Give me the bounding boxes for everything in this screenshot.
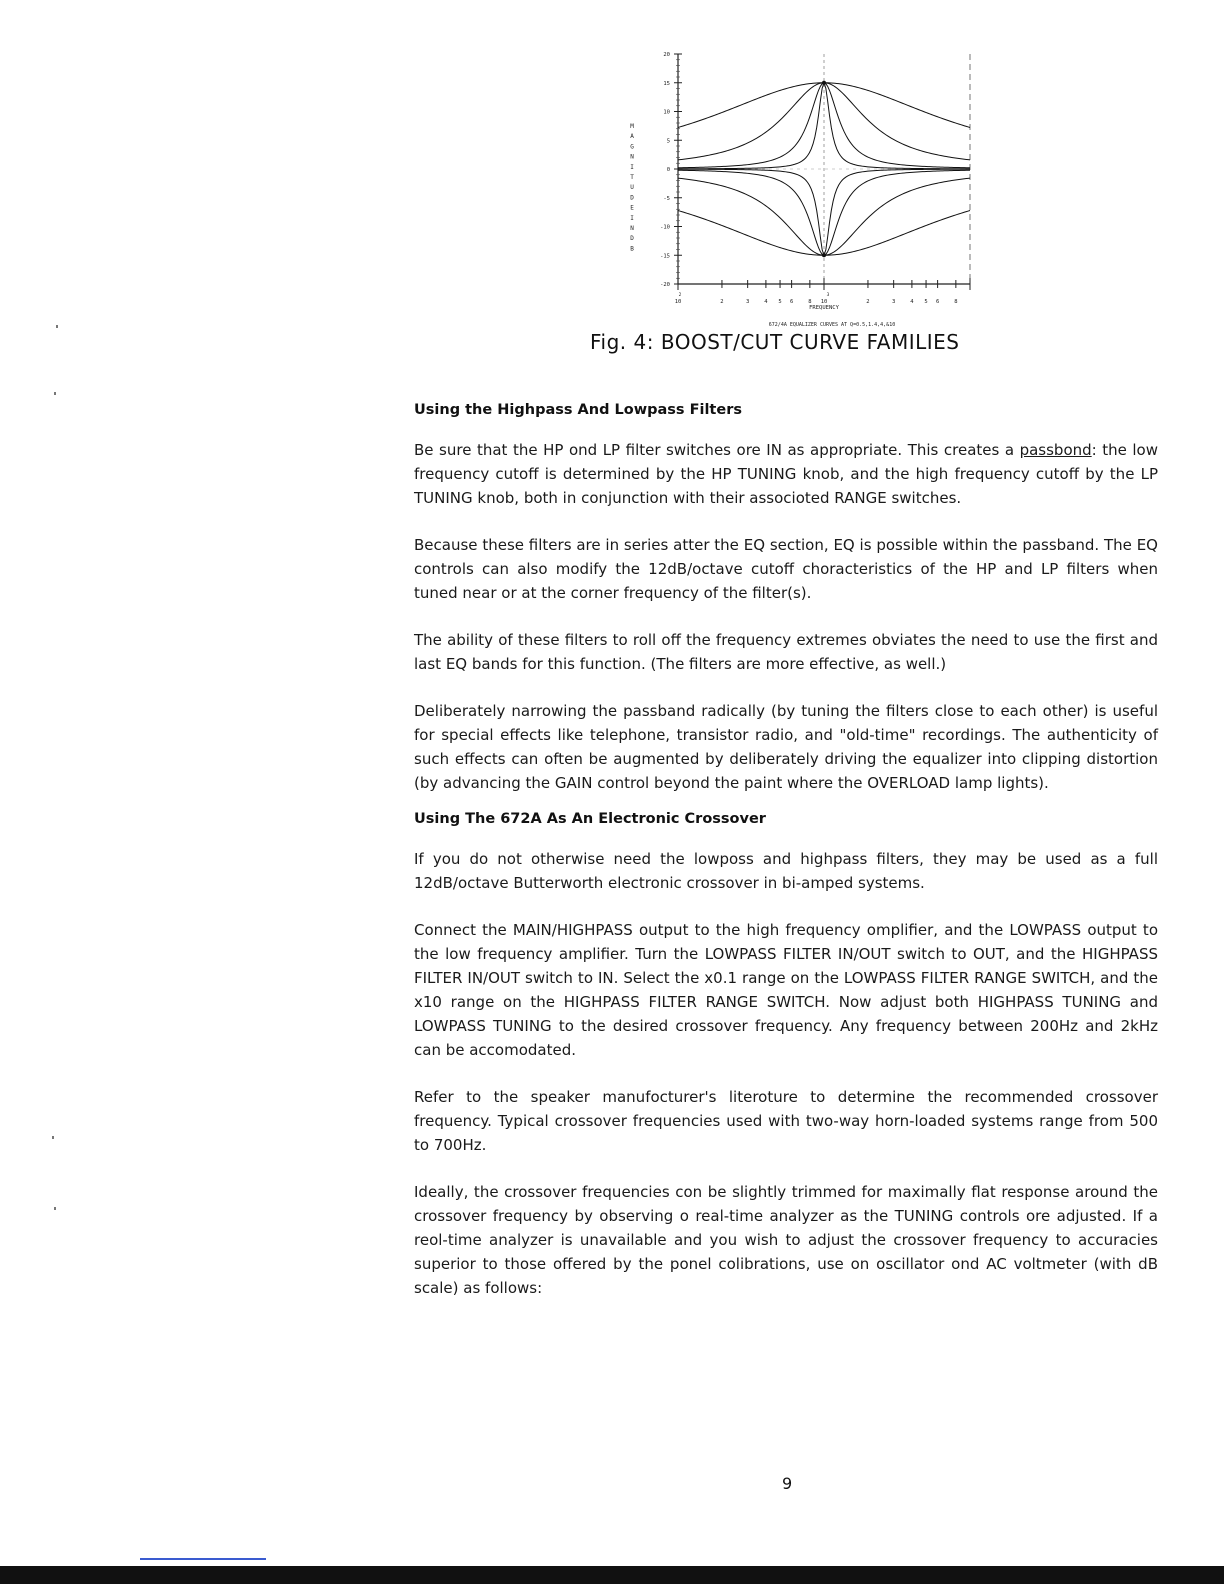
scan-speck xyxy=(56,325,58,328)
paragraph-filter-switches xyxy=(414,438,1158,510)
y-axis-label-letter: N xyxy=(630,225,634,232)
x-tick-label: 2 xyxy=(720,299,724,305)
x-tick-label: 5 xyxy=(924,299,928,305)
boost-curve xyxy=(678,83,970,168)
paragraph-crossover-connect: Connect the MAIN/HIGHPASS output to the high frequency omplifier, and the LOWPASS output to the low frequency amplifier. Turn the LOWPASS FILTER IN/OUT switch to OUT, and the HIGHPASS FILTER IN/OUT switch to IN. Select the x0.1 range on the LOWPASS FILTER RANGE SWITCH, and the x10 range on the HIGHPASS FILTER RANGE SWITCH. Now adjust both HIGHPASS TUNING and LOWPASS TUNING to the desired crossover frequency. Any frequency between 200Hz and 2kHz can be accomodated. xyxy=(414,921,1158,1059)
page-number: 9 xyxy=(782,1474,793,1493)
boost-curve xyxy=(678,83,970,169)
x-tick-exponent: 2 xyxy=(678,293,682,298)
scan-speck xyxy=(54,392,56,395)
x-tick-label: 5 xyxy=(778,299,782,305)
eq-curves-figure xyxy=(620,44,990,334)
y-tick-label: -20 xyxy=(660,282,670,288)
y-axis-label-letter: U xyxy=(630,184,634,192)
x-tick-label: 8 xyxy=(808,299,812,305)
y-axis-label-letter: B xyxy=(630,245,634,253)
x-tick-label: 6 xyxy=(789,299,794,305)
y-tick-label: 10 xyxy=(663,109,670,116)
paragraph-crossover-trim: Ideally, the crossover frequencies con be slightly trimmed for maximally flat response around the crossover frequency by observing o real-time analyzer as the TUNING controls ore adjusted. If a reol-time analyzer is unavailable and you wish to adjust the crossover frequency to accuracies superior to those offered by the ponel colibrations, use on oscillator ond AC voltmeter (with dB scale) as follows: xyxy=(414,1183,1158,1297)
y-tick-label: 0 xyxy=(666,167,670,173)
scan-bottom-edge xyxy=(0,1566,1224,1584)
paragraph-crossover-intro: If you do not otherwise need the lowposs and highpass filters, they may be used as a full 12dB/octave Butterworth electronic crossover in bi-amped systems. xyxy=(414,850,1158,892)
x-tick-label: 3 xyxy=(892,299,896,305)
y-axis-label-letter: I xyxy=(630,163,634,171)
x-tick-exponent: 3 xyxy=(826,293,830,298)
passband-term: passbond xyxy=(1019,441,1092,459)
y-tick-label: 5 xyxy=(666,138,670,145)
paragraph-series-eq: Because these filters are in series atter the EQ section, EQ is possible within the passband. The EQ controls can also modify the 12dB/octave cutoff choracteristics of the HP and LP filters when tuned near or at the corner frequency of the filter(s). xyxy=(414,536,1158,602)
scan-speck xyxy=(52,1136,54,1139)
y-axis-label-letter: G xyxy=(630,143,634,151)
x-tick-label: 8 xyxy=(954,299,958,305)
figure-footnote: 672/4A EQUALIZER CURVES AT Q=0.5,1.4,4,&10 xyxy=(768,322,896,328)
y-tick-label: -5 xyxy=(663,195,670,202)
y-tick-label: 20 xyxy=(663,52,670,58)
paragraph-roll-off: The ability of these filters to roll off the frequency extremes obviates the need to use the first and last EQ bands for this function. (The filters are more effective, as well.) xyxy=(414,631,1158,673)
y-tick-label: -10 xyxy=(660,224,670,231)
y-axis-label-letter: E xyxy=(630,204,634,212)
x-tick-label: 4 xyxy=(910,299,914,305)
x-tick-label: 3 xyxy=(746,299,750,305)
x-tick-label: 4 xyxy=(764,299,768,305)
y-axis-label-letter: T xyxy=(630,174,634,181)
x-tick-label: 10 xyxy=(674,299,682,305)
y-axis-label-letter: M xyxy=(630,123,634,130)
x-axis-label: FREQUENCY xyxy=(809,305,839,311)
y-axis-label-letter: N xyxy=(630,153,634,161)
body-text xyxy=(414,402,1158,1323)
paragraph-text: Be sure that the HP ond LP filter switches ore IN as appropriate. This creates a xyxy=(414,441,1020,459)
cut-peak-point xyxy=(822,253,826,257)
paragraph-crossover-frequency: Refer to the speaker manufocturer's literoture to determine the recommended crossover frequency. Typical crossover frequencies used with two-way horn-loaded systems range from 500 to 700Hz. xyxy=(414,1088,1158,1154)
x-tick-label: 10 xyxy=(820,299,828,305)
scan-speck xyxy=(54,1207,56,1210)
y-axis-label-letter: D xyxy=(630,235,634,243)
eq-curves-chart xyxy=(620,44,990,334)
section-heading-filters: Using the Highpass And Lowpass Filters xyxy=(414,402,742,418)
scan-edge-mark xyxy=(140,1558,266,1560)
y-axis-label-letter: I xyxy=(630,214,634,222)
x-tick-label: 6 xyxy=(935,299,940,305)
x-tick-label: 2 xyxy=(866,299,870,305)
y-tick-label: -15 xyxy=(660,253,670,260)
paragraph-text: : the low frequency cutoff is determined by the HP TUNING knob, and the high frequency cutoff by the LP TUNING knob, both in conjunction with their associoted RANGE switches. xyxy=(414,441,1158,507)
paragraph-special-effects: Deliberately narrowing the passband radically (by tuning the filters close to each other) is useful for special effects like telephone, transistor radio, and "old-time" recordings. The authenticity of such effects can often be augmented by deliberately driving the equalizer into clipping distortion (by advancing the GAIN control beyond the paint where the OVERLOAD lamp lights). xyxy=(414,702,1158,792)
figure-caption: Fig. 4: BOOST/CUT CURVE FAMILIES xyxy=(590,330,960,354)
section-heading-crossover: Using The 672A As An Electronic Crossover xyxy=(414,811,766,827)
y-tick-label: 15 xyxy=(663,80,670,87)
y-axis-label-letter: D xyxy=(630,194,634,202)
y-axis-label-letter: A xyxy=(630,133,634,141)
boost-peak-point xyxy=(822,81,826,85)
